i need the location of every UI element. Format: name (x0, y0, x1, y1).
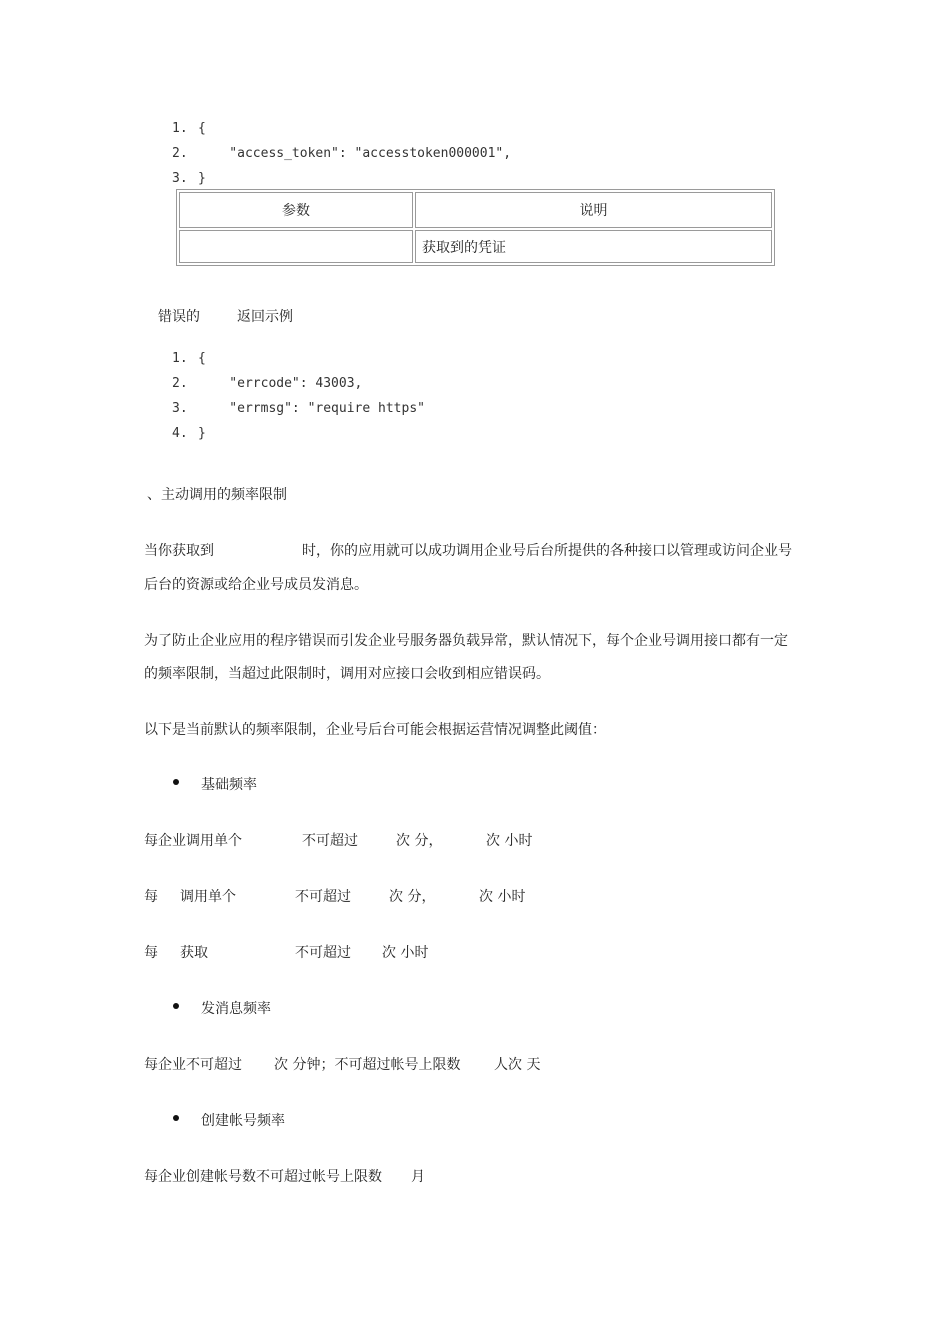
section-title: 、主动调用的频率限制 (147, 487, 287, 503)
code-line (172, 146, 511, 161)
rate-text: 次 分钟；不可超过帐号上限数 (274, 1057, 461, 1073)
code-text: } (198, 171, 206, 186)
rate-text: 月 (411, 1169, 425, 1185)
rate-text: 次 小时 (479, 889, 526, 905)
code-text: { (198, 351, 206, 366)
rate-text: 调用单个 (180, 889, 236, 905)
line-number: 3. (172, 401, 188, 416)
code-line (172, 351, 206, 366)
header-description: 说明 (415, 192, 772, 228)
rate-text: 次 分， (396, 833, 443, 849)
cell-description: 获取到的凭证 (415, 230, 772, 263)
paragraph-text: 后台的资源或给企业号成员发消息。 (144, 577, 368, 593)
rate-text: 每 (144, 889, 158, 905)
table-row (179, 230, 772, 263)
code-text: "access_token": "accesstoken000001", (198, 146, 512, 161)
table-header-row (179, 192, 772, 228)
line-number: 1. (172, 351, 188, 366)
line-number: 4. (172, 426, 188, 441)
bullet-item-message: 发消息频率 (201, 1001, 271, 1017)
code-line (172, 121, 206, 136)
rate-text: 每企业不可超过 (144, 1057, 242, 1073)
code-text: "errcode": 43003, (198, 376, 363, 391)
line-number: 1. (172, 121, 188, 136)
bullet-item-account: 创建帐号频率 (201, 1113, 285, 1129)
code-text: "errmsg": "require https" (198, 401, 425, 416)
param-table (176, 189, 775, 266)
bullet-icon (173, 779, 179, 785)
line-number: 3. (172, 171, 188, 186)
paragraph-text: 以下是当前默认的频率限制，企业号后台可能会根据运营情况调整此阈值： (144, 722, 606, 738)
rate-text: 不可超过 (302, 833, 358, 849)
rate-text: 每 (144, 945, 158, 961)
paragraph-text: 时，你的应用就可以成功调用企业号后台所提供的各种接口以管理或访问企业号 (302, 543, 792, 559)
error-heading-part1: 错误的 (158, 309, 200, 325)
bullet-icon (173, 1003, 179, 1009)
code-line (172, 376, 362, 391)
code-line (172, 426, 206, 441)
rate-text: 人次 天 (494, 1057, 541, 1073)
paragraph-text: 为了防止企业应用的程序错误而引发企业号服务器负载异常，默认情况下，每个企业号调用接口都有一定 (144, 633, 788, 649)
code-text: } (198, 426, 206, 441)
rate-text: 次 小时 (382, 945, 429, 961)
paragraph-text: 的频率限制，当超过此限制时，调用对应接口会收到相应错误码。 (144, 666, 550, 682)
rate-text: 获取 (180, 945, 208, 961)
paragraph-text: 当你获取到 (144, 543, 214, 559)
bullet-item-basic: 基础频率 (201, 777, 257, 793)
error-heading-part2: 返回示例 (237, 309, 293, 325)
header-param: 参数 (179, 192, 413, 228)
rate-text: 不可超过 (295, 889, 351, 905)
rate-text: 次 分， (389, 889, 436, 905)
line-number: 2. (172, 146, 188, 161)
code-line (172, 401, 425, 416)
code-text: { (198, 121, 206, 136)
line-number: 2. (172, 376, 188, 391)
rate-text: 每企业调用单个 (144, 833, 242, 849)
rate-text: 每企业创建帐号数不可超过帐号上限数 (144, 1169, 382, 1185)
code-line (172, 171, 206, 186)
cell-param (179, 230, 413, 263)
bullet-icon (173, 1115, 179, 1121)
rate-text: 不可超过 (295, 945, 351, 961)
rate-text: 次 小时 (486, 833, 533, 849)
